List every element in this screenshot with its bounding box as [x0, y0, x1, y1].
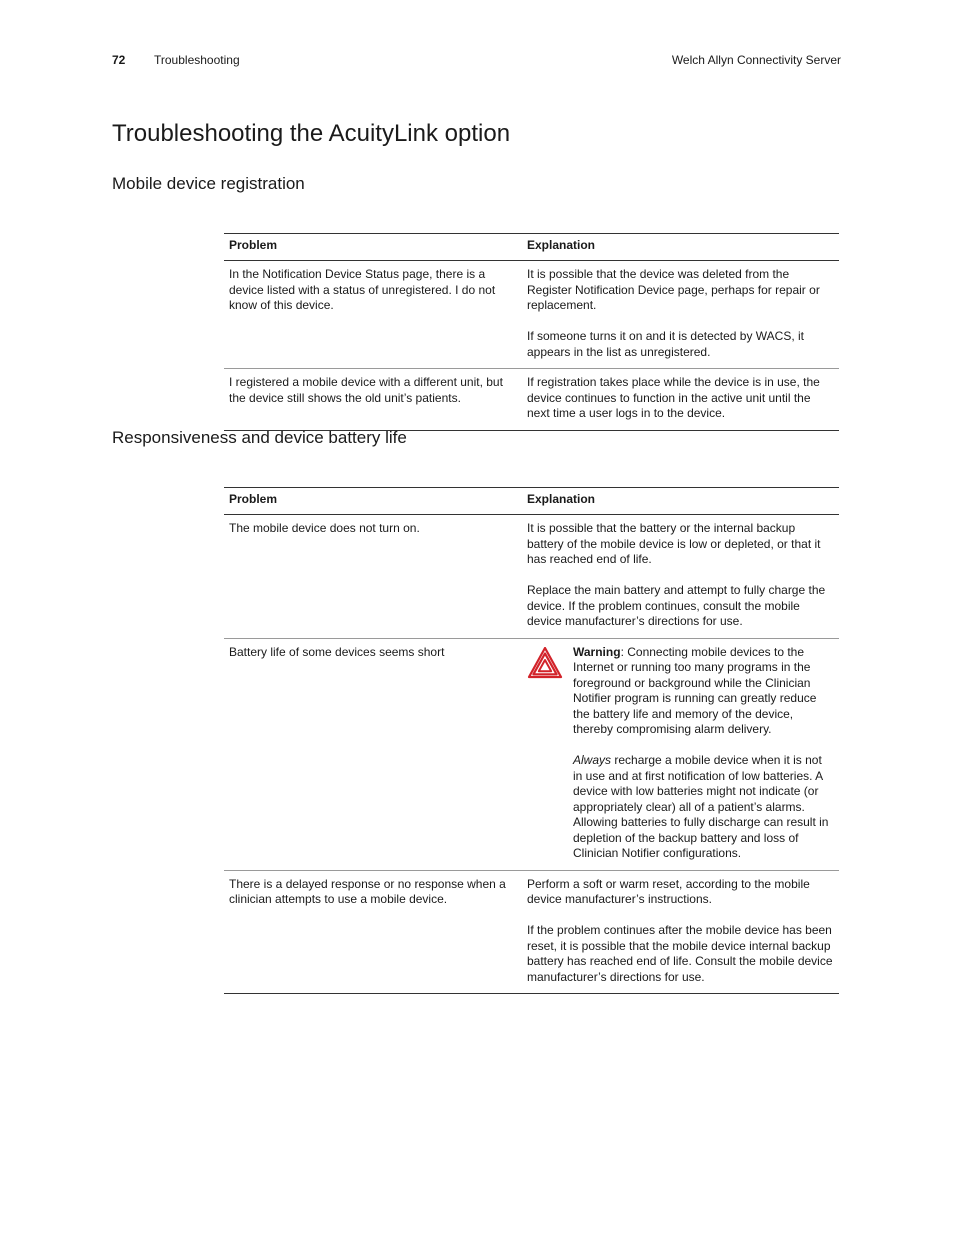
warning-body-2: recharge a mobile device when it is not in use and at first notification of low batteries. A device with low batteries might not indicate (or appropriately clear) all of a patient’s alarms. Allowing batteries to fully discharge can result in depletion of the backup battery and loss of Clinician Notifier configurations.: [573, 753, 829, 860]
explanation-text: Perform a soft or warm reset, according to the mobile device manufacturer’s instructions.: [527, 876, 810, 906]
problem-cell: [224, 870, 522, 994]
explanation-cell: [522, 515, 839, 639]
problem-text: There is a delayed response or no response when a clinician attempts to use a mobile device.: [229, 876, 506, 906]
problem-text: Battery life of some devices seems short: [229, 644, 445, 659]
table-row: [224, 515, 839, 639]
table-header-row: [224, 488, 839, 515]
warning-body: : Connecting mobile devices to the Internet or running too many programs in the foreground or background while the Clinician Notifier program is running can greatly reduce the battery life and memory of the device, thereby compromising alarm delivery.: [573, 644, 817, 736]
column-header-problem: Problem: [224, 234, 522, 261]
problem-text: The mobile device does not turn on.: [229, 521, 420, 535]
explanation-text: Replace the main battery and attempt to fully charge the device. If the problem continues, consult the mobile device manufacturer’s directions for use.: [527, 583, 826, 628]
column-header-problem: Problem: [224, 488, 522, 515]
section-heading-mobile-registration: Mobile device registration: [112, 174, 305, 193]
warning-block: [527, 645, 834, 862]
problem-cell: [224, 638, 522, 870]
problem-text: In the Notification Device Status page, there is a device listed with a status of unregistered. I do not know of this device.: [229, 267, 496, 312]
problem-cell: [224, 369, 522, 431]
table-row: [224, 369, 839, 431]
column-header-explanation: Explanation: [522, 488, 839, 515]
page-title: Troubleshooting the AcuityLink option: [112, 120, 511, 147]
mobile-registration-table: [224, 233, 839, 431]
problem-text: I registered a mobile device with a different unit, but the device still shows the old unit’s patients.: [229, 375, 503, 405]
explanation-text: If the problem continues after the mobile device has been reset, it is possible that the mobile device internal backup battery has reached end of life. Consult the mobile device manufacturer’s directions for use.: [527, 923, 833, 984]
page-number: 72: [112, 53, 126, 67]
table-row: [224, 261, 839, 369]
warning-triangle-icon: [527, 647, 563, 679]
warning-text: [573, 645, 834, 862]
table-header-row: [224, 234, 839, 261]
section-heading-battery-life: Responsiveness and device battery life: [112, 428, 407, 447]
explanation-cell: [522, 369, 839, 431]
explanation-text: It is possible that the battery or the internal backup battery of the mobile device is low or depleted, or that it has reached end of life.: [527, 521, 821, 566]
running-section-title: Troubleshooting: [154, 53, 240, 67]
table-row: [224, 870, 839, 994]
problem-cell: [224, 515, 522, 639]
running-document-title: Welch Allyn Connectivity Server: [671, 53, 841, 67]
page-header: [112, 52, 841, 70]
explanation-text: If someone turns it on and it is detected by WACS, it appears in the list as unregistered.: [527, 329, 805, 359]
battery-life-table: [224, 487, 839, 994]
explanation-text: If registration takes place while the device is in use, the device continues to function in the active unit until the next time a user logs in to the device.: [527, 375, 820, 420]
explanation-cell: [522, 870, 839, 994]
explanation-text: It is possible that the device was deleted from the Register Notification Device page, perhaps for repair or replacement.: [527, 267, 820, 312]
warning-label: Warning: [573, 644, 621, 659]
explanation-cell: [522, 261, 839, 369]
table-row: [224, 638, 839, 870]
column-header-explanation: Explanation: [522, 234, 839, 261]
explanation-cell: [522, 638, 839, 870]
problem-cell: [224, 261, 522, 369]
warning-emphasis: Always: [573, 753, 612, 767]
